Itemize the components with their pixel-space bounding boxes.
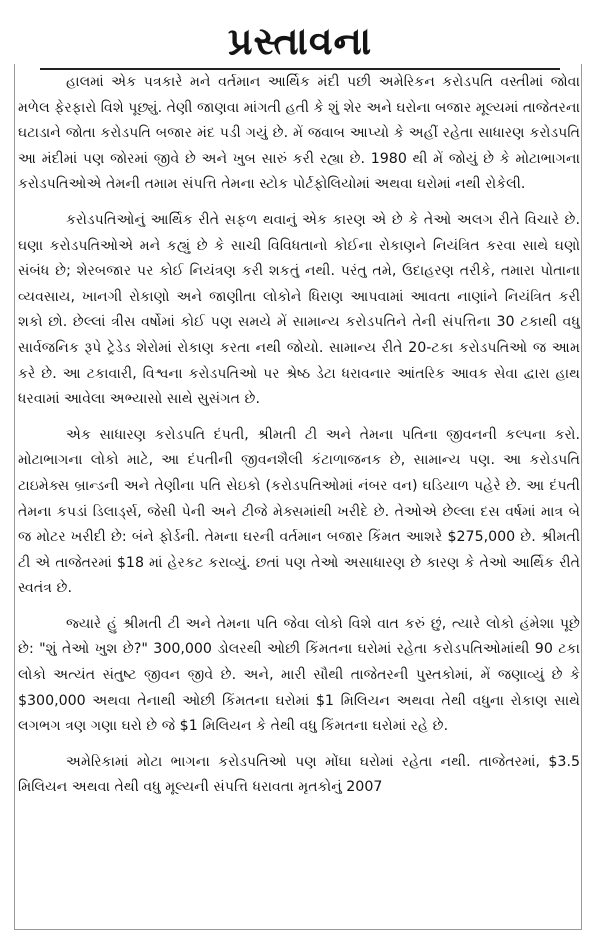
title-bar <box>0 16 600 72</box>
paragraph-4: જ્યારે હું શ્રીમતી ટી અને તેમના પતિ જેવા લોકો વિશે વાત કરું છું, ત્યારે લોકો હંમેશા પૂછે છે: "શું તેઓ ખુશ છે?" 300,000 ડોલરથી ઓછી કિંમતના ઘરોમાં રહેતા કરોડપતિઓમાંથી 90 ટકા લોકો અત્યંત સંતુષ્ટ જીવન જીવે છે. અને, મારી સૌથી તાજેતરની પુસ્તકોમાં, મેં જણાવ્યું છે કે $300,000 અથવા તેનાથી ઓછી કિંમતના ઘરોમાં $1 મિલિયન અથવા તેથી વધુના રોકાણ સાથે લગભગ ત્રણ ગણા ઘરો છે જે $1 મિલિયન કે તેથી વધુ કિંમતના ઘરોમાં રહે છે. <box>18 615 580 735</box>
body-text <box>18 70 580 811</box>
page-title: પ્રસ્તાવના <box>0 18 600 64</box>
paragraph-1: હાલમાં એક પત્રકારે મને વર્તમાન આર્થિક મંદી પછી અમેરિકન કરોડપતિ વસ્તીમાં જોવા મળેલ ફેરફારો વિશે પૂછ્યું. તેણી જાણવા માંગતી હતી કે શું શેર અને ઘરોના બજાર મૂલ્યમાં તાજેતરના ઘટાડાને જોતા કરોડપતિ બજાર મંદ પડી ગયું છે. મેં જવાબ આપ્યો કે અહીં રહેતા સાધારણ કરોડપતિ આ મંદીમાં પણ જોરમાં જીવે છે અને ખુબ સારું કરી રહ્યા છે. 1980 થી મેં જોયું છે કે મોટાભાગના કરોડપતિઓએ તેમની તમામ સંપત્તિ તેમના સ્ટોક પોર્ટફોલિયોમાં અથવા ઘરોમાં નથી રોકેલી. <box>18 74 580 193</box>
paragraph-2: કરોડપતિઓનું આર્થિક રીતે સફળ થવાનું એક કારણ એ છે કે તેઓ અલગ રીતે વિચારે છે. ઘણા કરોડપતિઓએ મને કહ્યું છે કે સાચી વિવિધતાનો કોઈના રોકાણને નિયંત્રિત કરવા સાથે ઘણો સંબંધ છે; શેરબજાર પર કોઈ નિયંત્રણ કરી શકતું નથી. પરંતુ તમે, ઉદાહરણ તરીકે, તમારા પોતાના વ્યવસાય, ખાનગી રોકાણો અને જાણીતા લોકોને ધિરાણ આપવામાં આવતા નાણાંને નિયંત્રિત કરી શકો છો. છેલ્લાં ત્રીસ વર્ષોમાં કોઈ પણ સમયે મેં સામાન્ય કરોડપતિને તેની સંપત્તિના 30 ટકાથી વધુ સાર્વજનિક રૂપે ટ્રેડેડ શેરોમાં રોકાણ કરતા નથી જોયો. સામાન્ય રીતે 20-ટકા કરોડપતિઓ જ આમ કરે છે. આ ટકાવારી, વિશ્વના કરોડપતિઓ પર શ્રેષ્ઠ ડેટા ધરાવનાર આંતરિક આવક સેવા દ્વારા હાથ ધરવામાં આવેલા અભ્યાસો સાથે સુસંગત છે. <box>18 211 580 408</box>
paragraph-3: એક સાધારણ કરોડપતિ દંપતી, શ્રીમતી ટી અને તેમના પતિના જીવનની કલ્પના કરો. મોટાભાગના લોકો માટે, આ દંપતીની જીવનશૈલી કંટાળાજનક છે, સામાન્ય પણ. આ કરોડપતિ ટાઇમેક્સ બ્રાન્ડની અને તેણીના પતિ સેઇકો (કરોડપતિઓમાં નંબર વન) ઘડિયાળ પહેરે છે. આ દંપતી તેમના કપડાં ડિલાર્ડ્સ, જેસી પેની અને ટીજે મેક્સમાંથી ખરીદે છે. તેઓએ છેલ્લા દસ વર્ષમાં માત્ર બે જ મોટર ખરીદી છે: બંને ફોર્ડની. તેમના ઘરની વર્તમાન બજાર કિંમત આશરે $275,000 છે. શ્રીમતી ટી એ તાજેતરમાં $18 માં હેરકટ કરાવ્યું. છતાં પણ તેઓ અસાધારણ છે કારણ કે તેઓ આર્થિક રીતે સ્વતંત્ર છે. <box>18 426 580 597</box>
paragraph-5: અમેરિકામાં મોટા ભાગના કરોડપતિઓ પણ મોંઘા ઘરોમાં રહેતા નથી. તાજેતરમાં, $3.5 મિલિયન અથવા તેથી વધુ મૂલ્યની સંપત્તિ ધરાવતા મૃતકોનું 2007 <box>18 753 580 796</box>
